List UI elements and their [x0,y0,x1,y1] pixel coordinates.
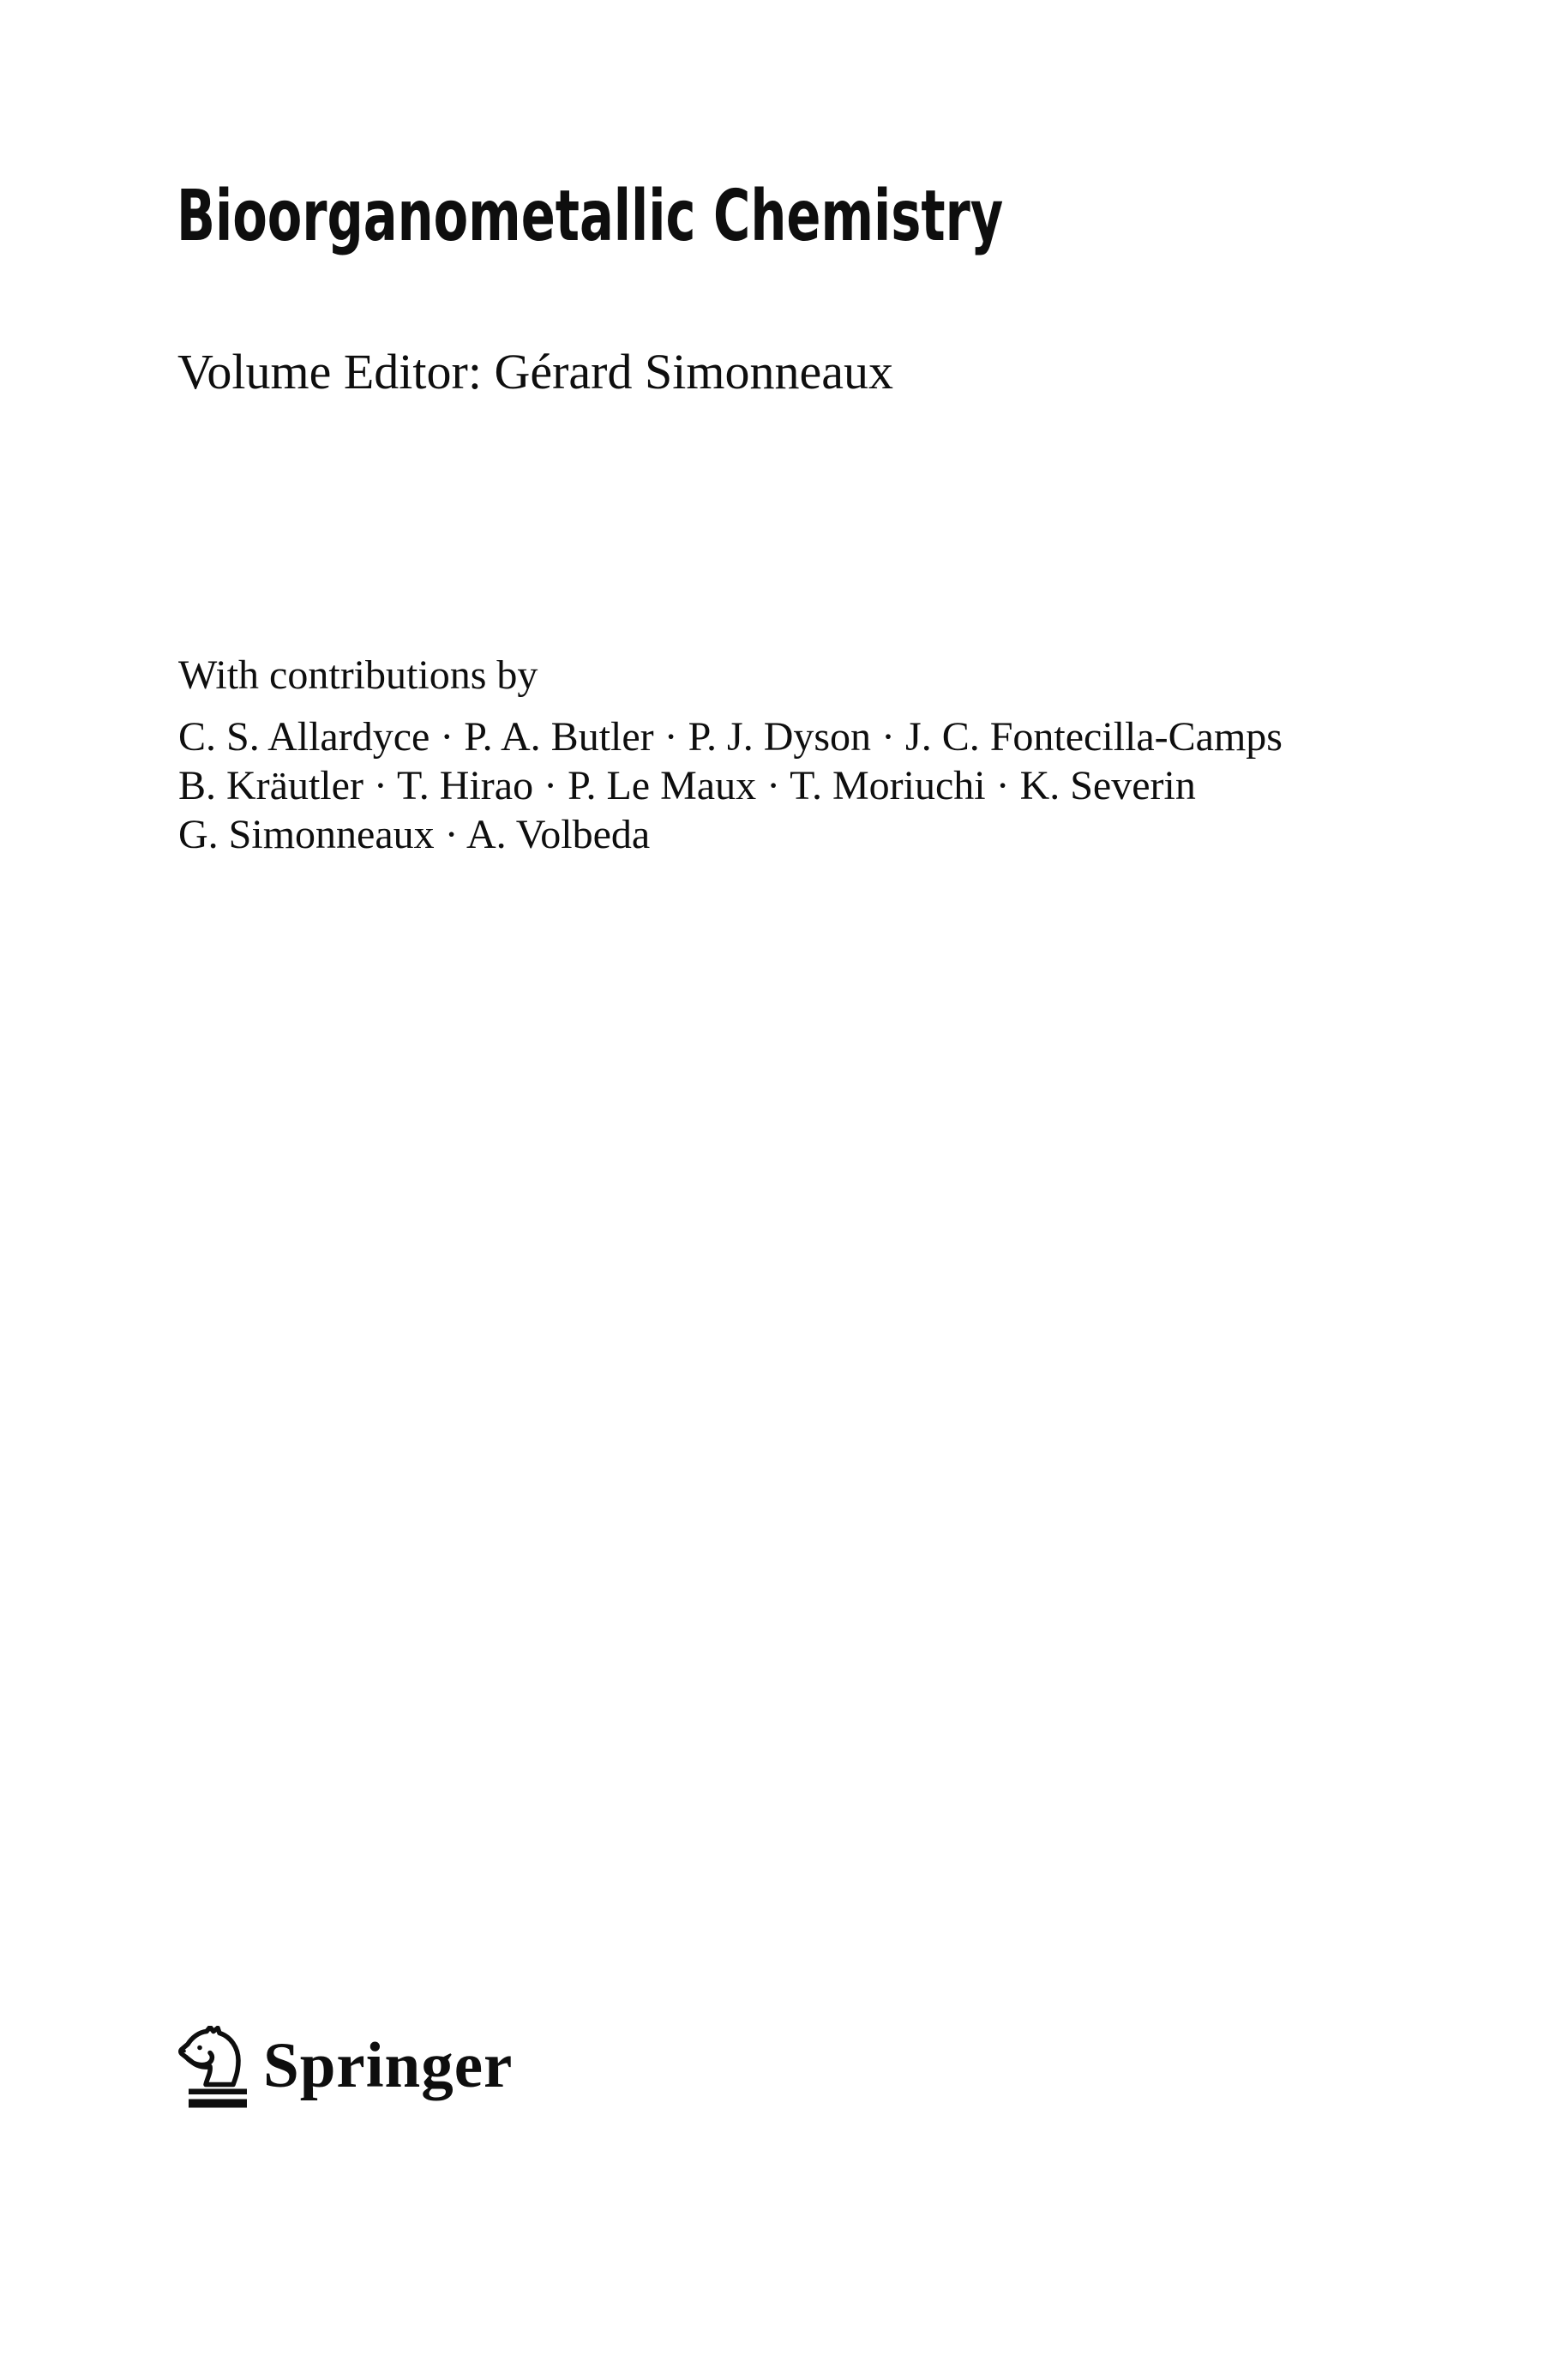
publisher-logo [175,2026,513,2109]
contributor-line: C. S. Allardyce · P. A. Butler · P. J. Dyson · J. C. Fontecilla-Camps [178,714,1283,760]
volume-editor-line: Volume Editor: Gérard Simonneaux [177,344,893,400]
contributor-line: B. Kräutler · T. Hirao · P. Le Maux · T. Moriuchi · K. Severin [178,763,1196,808]
publisher-wordmark: Springer [263,2030,514,2101]
springer-knight-icon [175,2026,250,2109]
contributor-line: G. Simonneaux · A. Volbeda [178,812,651,857]
book-title: Bioorganometallic Chemistry [177,176,1004,257]
contributions-heading: With contributions by [178,652,538,698]
contributor-list [178,712,1283,859]
